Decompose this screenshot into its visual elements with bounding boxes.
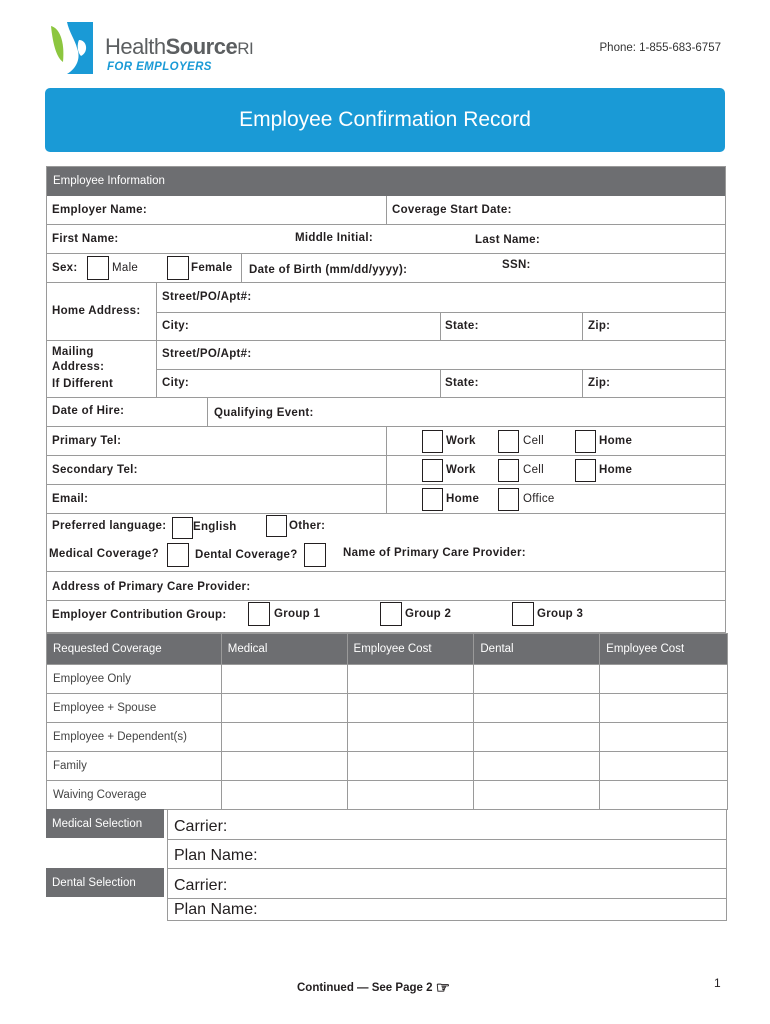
row-label: Employee Only xyxy=(47,665,222,694)
col-employee-cost-dental: Employee Cost xyxy=(600,634,728,665)
email-home-label: Home xyxy=(446,493,480,505)
dental-cost-cell[interactable] xyxy=(600,723,728,752)
group3-label: Group 3 xyxy=(537,608,584,620)
pcp-address-row xyxy=(47,572,725,601)
continued-note xyxy=(297,978,450,998)
medical-cell[interactable] xyxy=(221,752,347,781)
home-address-label: Home Address: xyxy=(52,305,141,317)
preferred-language-label: Preferred language: xyxy=(52,520,167,532)
other-language-field[interactable]: Other: xyxy=(289,520,326,532)
medical-carrier-label: Carrier: xyxy=(174,818,228,835)
other-language-checkbox[interactable] xyxy=(266,515,287,537)
secondary-home-checkbox[interactable] xyxy=(575,459,596,482)
table-row xyxy=(47,781,728,810)
phone-number: Phone: 1-855-683-6757 xyxy=(599,42,721,54)
dental-carrier-field[interactable] xyxy=(167,868,727,899)
medical-cost-cell[interactable] xyxy=(347,665,474,694)
primary-home-label: Home xyxy=(599,435,633,447)
medical-cell[interactable] xyxy=(221,665,347,694)
language-coverage-row xyxy=(47,514,725,572)
divider xyxy=(386,485,387,513)
col-requested-coverage: Requested Coverage xyxy=(47,634,222,665)
primary-home-checkbox[interactable] xyxy=(575,430,596,453)
mailing-label-3: If Different xyxy=(52,378,114,390)
dental-selection-label: Dental Selection xyxy=(46,868,164,897)
email-field[interactable]: Email: xyxy=(52,493,89,505)
divider xyxy=(440,312,441,340)
logo-mark-icon xyxy=(47,18,103,78)
medical-cell[interactable] xyxy=(221,781,347,810)
healthsource-logo xyxy=(47,18,267,78)
divider xyxy=(582,369,583,397)
email-row xyxy=(47,485,725,514)
dental-cell[interactable] xyxy=(474,752,600,781)
table-row xyxy=(47,723,728,752)
dental-coverage-label: Dental Coverage? xyxy=(195,549,298,561)
page-number: 1 xyxy=(714,976,721,990)
col-employee-cost-medical: Employee Cost xyxy=(347,634,474,665)
divider xyxy=(582,312,583,340)
medical-plan-name-field[interactable] xyxy=(167,839,727,869)
english-label: English xyxy=(193,521,237,533)
dob-field[interactable]: Date of Birth (mm/dd/yyyy): xyxy=(249,264,408,276)
secondary-tel-field[interactable]: Secondary Tel: xyxy=(52,464,138,476)
home-street-field[interactable]: Street/PO/Apt#: xyxy=(162,291,252,303)
dental-cost-cell[interactable] xyxy=(600,752,728,781)
row-label: Employee + Spouse xyxy=(47,694,222,723)
dental-plan-name-label: Plan Name: xyxy=(174,901,258,918)
dental-cell[interactable] xyxy=(474,781,600,810)
dental-cost-cell[interactable] xyxy=(600,694,728,723)
qualifying-event-field[interactable]: Qualifying Event: xyxy=(214,407,314,419)
home-state-field[interactable]: State: xyxy=(445,320,479,332)
primary-care-provider-field[interactable]: Name of Primary Care Provider: xyxy=(343,547,526,559)
male-checkbox[interactable] xyxy=(87,256,109,280)
group2-label: Group 2 xyxy=(405,608,452,620)
secondary-cell-checkbox[interactable] xyxy=(498,459,519,482)
dental-plan-name-field[interactable] xyxy=(167,898,727,921)
last-name-field[interactable]: Last Name: xyxy=(475,234,540,246)
section-header-employee-info: Employee Information xyxy=(47,167,725,196)
female-label: Female xyxy=(191,262,233,274)
group2-checkbox[interactable] xyxy=(380,602,402,626)
medical-cell[interactable] xyxy=(221,723,347,752)
row-label: Family xyxy=(47,752,222,781)
primary-cell-label: Cell xyxy=(523,435,545,447)
date-of-hire-field[interactable]: Date of Hire: xyxy=(52,405,125,417)
dental-cell[interactable] xyxy=(474,694,600,723)
employee-info-form xyxy=(46,166,726,633)
col-dental: Dental xyxy=(474,634,600,665)
divider xyxy=(386,456,387,484)
medical-cost-cell[interactable] xyxy=(347,781,474,810)
ssn-field[interactable]: SSN: xyxy=(502,259,531,271)
mailing-street-field[interactable]: Street/PO/Apt#: xyxy=(162,348,252,360)
logo-wordmark: HealthSourceRI xyxy=(105,34,254,59)
dental-cost-cell[interactable] xyxy=(600,665,728,694)
group1-checkbox[interactable] xyxy=(248,602,270,626)
dental-carrier-label: Carrier: xyxy=(174,877,228,894)
divider xyxy=(440,369,441,397)
group1-label: Group 1 xyxy=(274,608,321,620)
primary-work-label: Work xyxy=(446,435,476,447)
medical-coverage-checkbox[interactable] xyxy=(167,543,189,567)
mailing-city-field[interactable]: City: xyxy=(162,377,190,389)
page-title: Employee Confirmation Record xyxy=(45,88,725,152)
medical-cost-cell[interactable] xyxy=(347,752,474,781)
hire-row xyxy=(47,398,725,427)
primary-cell-checkbox[interactable] xyxy=(498,430,519,453)
medical-cell[interactable] xyxy=(221,694,347,723)
contribution-group-row xyxy=(47,601,725,633)
continued-text: Continued — See Page 2 xyxy=(297,982,433,994)
medical-plan-name-label: Plan Name: xyxy=(174,847,258,864)
email-home-checkbox[interactable] xyxy=(422,488,443,511)
dental-cell[interactable] xyxy=(474,665,600,694)
pcp-address-field[interactable]: Address of Primary Care Provider: xyxy=(52,581,251,593)
male-label: Male xyxy=(112,262,139,274)
row-label: Employee + Dependent(s) xyxy=(47,723,222,752)
table-row xyxy=(47,665,728,694)
medical-carrier-field[interactable] xyxy=(167,809,727,840)
first-name-field[interactable]: First Name: xyxy=(52,233,119,245)
table-row xyxy=(47,752,728,781)
divider xyxy=(386,427,387,455)
divider xyxy=(207,398,208,426)
mailing-address-row xyxy=(47,341,725,398)
dental-coverage-checkbox[interactable] xyxy=(304,543,326,567)
secondary-home-label: Home xyxy=(599,464,633,476)
divider xyxy=(386,196,387,224)
primary-tel-field[interactable]: Primary Tel: xyxy=(52,435,122,447)
mailing-label-2: Address: xyxy=(52,361,105,373)
mailing-state-field[interactable]: State: xyxy=(445,377,479,389)
secondary-cell-label: Cell xyxy=(523,464,545,476)
medical-cost-cell[interactable] xyxy=(347,723,474,752)
home-zip-field[interactable]: Zip: xyxy=(588,320,611,332)
primary-work-checkbox[interactable] xyxy=(422,430,443,453)
dental-cell[interactable] xyxy=(474,723,600,752)
english-checkbox[interactable] xyxy=(172,517,193,539)
middle-initial-field[interactable]: Middle Initial: xyxy=(295,232,373,244)
dental-cost-cell[interactable] xyxy=(600,781,728,810)
pointing-hand-icon: ☞ xyxy=(435,980,451,997)
coverage-start-date-field[interactable]: Coverage Start Date: xyxy=(392,204,512,216)
medical-selection-label: Medical Selection xyxy=(46,809,164,838)
coverage-header-row xyxy=(47,634,728,665)
employer-row xyxy=(47,196,725,225)
home-city-field[interactable]: City: xyxy=(162,320,190,332)
home-address-row xyxy=(47,283,725,341)
logo-subtitle: FOR EMPLOYERS xyxy=(107,61,212,73)
table-row xyxy=(47,694,728,723)
email-office-checkbox[interactable] xyxy=(498,488,519,511)
primary-tel-row xyxy=(47,427,725,456)
email-office-label: Office xyxy=(523,493,555,505)
medical-cost-cell[interactable] xyxy=(347,694,474,723)
medical-coverage-label: Medical Coverage? xyxy=(49,548,159,560)
employer-name-field[interactable]: Employer Name: xyxy=(52,204,147,216)
mailing-zip-field[interactable]: Zip: xyxy=(588,377,611,389)
col-medical: Medical xyxy=(221,634,347,665)
coverage-table xyxy=(46,633,728,810)
row-label: Waiving Coverage xyxy=(47,781,222,810)
sex-label: Sex: xyxy=(52,262,78,274)
sex-dob-row xyxy=(47,254,725,283)
female-checkbox[interactable] xyxy=(167,256,189,280)
secondary-work-checkbox[interactable] xyxy=(422,459,443,482)
secondary-work-label: Work xyxy=(446,464,476,476)
group3-checkbox[interactable] xyxy=(512,602,534,626)
mailing-label-1: Mailing xyxy=(52,346,94,358)
divider xyxy=(241,254,242,282)
contribution-group-label: Employer Contribution Group: xyxy=(52,609,227,621)
name-row xyxy=(47,225,725,254)
secondary-tel-row xyxy=(47,456,725,485)
